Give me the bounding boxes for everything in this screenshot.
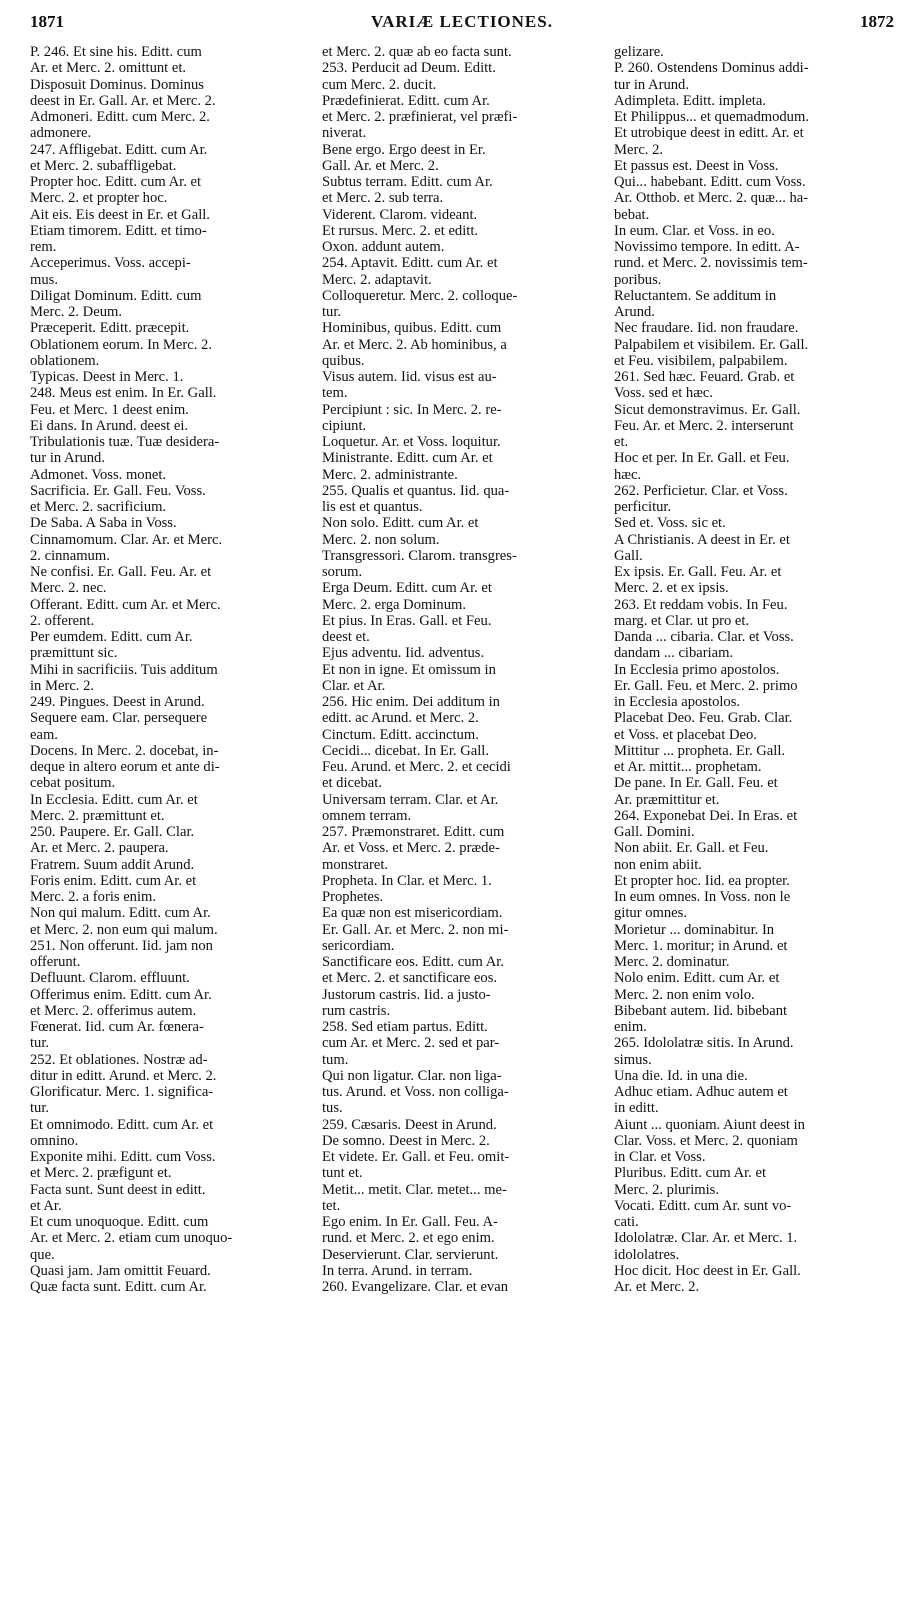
right-column-number: 1872 (860, 12, 894, 31)
text-line: De Saba. A Saba in Voss. (30, 515, 177, 532)
text-line: Etiam timorem. Editt. et timo- (30, 222, 207, 239)
text-line: Hominibus, quibus. Editt. cum (322, 320, 502, 337)
text-line: lis est et quantus. (322, 499, 423, 515)
text-line: Justorum castris. Iid. a justo- (322, 986, 491, 1003)
text-line: in Ecclesia apostolos. (614, 694, 741, 710)
text-line: Bene ergo. Ergo deest in Er. (322, 141, 486, 158)
text-line: Universam terram. Clar. et Ar. (322, 791, 499, 808)
column-3 (614, 44, 892, 1295)
text-line: rem. (30, 239, 57, 255)
text-line: et Merc. 2. non eum qui malum. (30, 921, 218, 938)
text-line: Ar. et Merc. 2. omittunt et. (30, 60, 187, 77)
text-line: 250. Paupere. Er. Gall. Clar. (30, 824, 195, 840)
text-line: non enim abiit. (614, 856, 702, 873)
text-line: Merc. 2. plurimis. (614, 1181, 719, 1198)
text-line: tem. (322, 385, 348, 402)
text-line: Loquetur. Ar. et Voss. loquitur. (322, 434, 501, 450)
text-line: Ar. et Merc. 2. Ab hominibus, a (322, 336, 507, 353)
text-line: Idololatræ. Clar. Ar. et Merc. 1. (614, 1230, 798, 1247)
text-line: Metit... metit. Clar. metet... me- (322, 1181, 507, 1198)
text-line: et Merc. 2. sacrificium. (30, 499, 167, 515)
text-line: Non solo. Editt. cum Ar. et (322, 515, 479, 532)
text-line: Docens. In Merc. 2. docebat, in- (30, 742, 219, 759)
text-line: Visus autem. Iid. visus est au- (322, 369, 497, 385)
text-line: Merc. 2. et ex ipsis. (614, 580, 729, 597)
text-line: et Merc. 2. subaffligebat. (30, 157, 177, 174)
text-columns (30, 44, 892, 1564)
text-line: Ejus adventu. Iid. adventus. (322, 645, 485, 662)
text-line: Qui... habebant. Editt. cum Voss. (614, 174, 806, 190)
text-line: A Christianis. A deest in Er. et (614, 531, 790, 548)
text-line: Hoc et per. In Er. Gall. et Feu. (614, 450, 790, 467)
text-line: tet. (322, 1197, 341, 1214)
text-line: Quasi jam. Jam omittit Feuard. (30, 1262, 211, 1279)
text-line: rund. et Merc. 2. novissimis tem- (614, 255, 808, 272)
text-line: Mihi in sacrificiis. Tuis additum (30, 661, 218, 678)
text-line: 263. Et reddam vobis. In Feu. (614, 596, 788, 613)
text-line: De somno. Deest in Merc. 2. (322, 1132, 490, 1149)
text-line: Mittitur ... propheta. Er. Gall. (614, 742, 786, 759)
text-line: Propheta. In Clar. et Merc. 1. (322, 872, 492, 889)
text-line: Offerimus enim. Editt. cum Ar. (30, 986, 212, 1003)
text-line: Voss. sed et hæc. (614, 385, 714, 402)
text-line: Et videte. Er. Gall. et Feu. omit- (322, 1149, 510, 1165)
text-line: Merc. 2. nec. (30, 580, 107, 597)
text-line: simus. (614, 1051, 652, 1068)
text-line: offerunt. (30, 954, 81, 970)
text-line: Et rursus. Merc. 2. et editt. (322, 222, 479, 239)
text-line: Cecidi... dicebat. In Er. Gall. (322, 742, 489, 759)
text-line: Diligat Dominum. Editt. cum (30, 287, 202, 304)
text-line: omnem terram. (322, 807, 412, 824)
text-line: tunt et. (322, 1165, 363, 1182)
text-line: Vocati. Editt. cum Ar. sunt vo- (614, 1197, 792, 1214)
column-1 (30, 44, 308, 1295)
text-line: Deservierunt. Clar. servierunt. (322, 1246, 499, 1263)
text-line: Offerant. Editt. cum Ar. et Merc. (30, 596, 221, 613)
text-line: et Voss. et placebat Deo. (614, 726, 757, 743)
text-line: Et passus est. Deest in Voss. (614, 157, 779, 174)
text-line: Exponite mihi. Editt. cum Voss. (30, 1149, 216, 1165)
text-line: Ar. et Merc. 2. etiam cum unoquo- (30, 1230, 233, 1247)
text-line: sericordiam. (322, 937, 395, 954)
text-line: 254. Aptavit. Editt. cum Ar. et (322, 255, 498, 272)
text-line: In eum omnes. In Voss. non le (614, 889, 791, 905)
text-line: Et pius. In Eras. Gall. et Feu. (322, 612, 492, 629)
text-line: Sicut demonstravimus. Er. Gall. (614, 401, 801, 418)
text-line: Merc. 2. et propter hoc. (30, 190, 168, 207)
text-line: et Ar. mittit... prophetam. (614, 759, 762, 775)
text-line: In terra. Arund. in terram. (322, 1262, 473, 1279)
text-line: Gall. Domini. (614, 824, 695, 840)
text-line: et Merc. 2. et sanctificare eos. (322, 970, 498, 987)
text-line: Cinctum. Editt. accinctum. (322, 726, 479, 743)
text-line: Ne confisi. Er. Gall. Feu. Ar. et (30, 564, 212, 580)
text-line: tur in Arund. (30, 450, 105, 467)
text-line: Sanctificare eos. Editt. cum Ar. (322, 954, 504, 970)
text-line: sorum. (322, 564, 363, 580)
text-line: marg. et Clar. ut pro et. (614, 612, 750, 629)
text-line: Merc. 2. a foris enim. (30, 889, 157, 905)
text-line: Una die. Id. in una die. (614, 1067, 748, 1084)
text-line: 256. Hic enim. Dei additum in (322, 694, 500, 710)
text-line: 2. offerent. (30, 612, 95, 629)
text-line: Et Philippus... et quemadmodum. (614, 109, 809, 125)
text-line: Et utrobique deest in editt. Ar. et (614, 125, 804, 142)
text-line: 262. Perficietur. Clar. et Voss. (614, 482, 788, 499)
text-line: Et non in igne. Et omissum in (322, 661, 496, 678)
text-line: oblationem. (30, 352, 100, 369)
text-line: Hoc dicit. Hoc deest in Er. Gall. (614, 1262, 801, 1279)
text-line: Erga Deum. Editt. cum Ar. et (322, 580, 492, 597)
column-2 (322, 44, 600, 1295)
text-line: in Merc. 2. (30, 677, 95, 694)
text-line: 251. Non offerunt. Iid. jam non (30, 937, 213, 954)
text-line: cum Ar. et Merc. 2. sed et par- (322, 1035, 500, 1052)
text-line: Gall. (614, 547, 643, 564)
running-title: VARIÆ LECTIONES. (371, 12, 553, 31)
text-line: Merc. 2. administrante. (322, 466, 458, 483)
text-line: Sequere eam. Clar. persequere (30, 710, 208, 727)
text-line: et Merc. 2. sub terra. (322, 190, 444, 207)
text-line: admonere. (30, 125, 92, 142)
text-line: editt. ac Arund. et Merc. 2. (322, 710, 479, 727)
text-line: idololatres. (614, 1246, 680, 1263)
text-line: Reluctantem. Se additum in (614, 287, 777, 304)
text-line: Per eumdem. Editt. cum Ar. (30, 629, 193, 645)
text-line: hæc. (614, 466, 642, 483)
text-line: et Ar. (30, 1197, 62, 1214)
text-line: Bibebant autem. Iid. bibebant (614, 1002, 788, 1019)
text-line: 255. Qualis et quantus. Iid. qua- (322, 482, 510, 499)
text-line: Facta sunt. Sunt deest in editt. (30, 1181, 206, 1198)
text-line: bebat. (614, 206, 650, 223)
text-line: tur. (30, 1035, 50, 1052)
text-line: Prædefinierat. Editt. cum Ar. (322, 92, 490, 109)
text-line: 258. Sed etiam partus. Editt. (322, 1019, 488, 1035)
text-line: et Feu. visibilem, palpabilem. (614, 352, 788, 369)
text-line: 2. cinnamum. (30, 547, 110, 564)
text-line: dandam ... cibariam. (614, 645, 734, 662)
text-line: 257. Præmonstraret. Editt. cum (322, 824, 505, 840)
text-line: Merc. 2. præmittunt et. (30, 807, 165, 824)
text-line: Feu. Arund. et Merc. 2. et cecidi (322, 759, 511, 775)
text-line: cati. (614, 1214, 639, 1230)
text-line: Clar. et Ar. (322, 677, 386, 694)
text-line: et Merc. 2. præfigunt et. (30, 1165, 172, 1182)
text-line: Typicas. Deest in Merc. 1. (30, 369, 184, 385)
text-line: Et propter hoc. Iid. ea propter. (614, 872, 790, 889)
text-line: deest in Er. Gall. Ar. et Merc. 2. (30, 92, 216, 109)
text-line: Nec fraudare. Iid. non fraudare. (614, 320, 799, 337)
text-line: Admonet. Voss. monet. (30, 466, 167, 483)
text-line: Ea quæ non est misericordiam. (322, 905, 503, 922)
text-line: cebat positum. (30, 775, 116, 792)
text-line: Colloqueretur. Merc. 2. colloque- (322, 287, 518, 304)
text-line: Sacrificia. Er. Gall. Feu. Voss. (30, 482, 206, 499)
text-line: Morietur ... dominabitur. In (614, 921, 775, 938)
text-line: quibus. (322, 352, 365, 369)
text-line: Ex ipsis. Er. Gall. Feu. Ar. et (614, 564, 782, 580)
text-line: Merc. 2. non solum. (322, 531, 440, 548)
text-line: in Clar. et Voss. (614, 1149, 706, 1165)
text-line: 253. Perducit ad Deum. Editt. (322, 60, 496, 77)
text-line: P. 260. Ostendens Dominus addi- (614, 60, 809, 77)
text-line: 261. Sed hæc. Feuard. Grab. et (614, 369, 795, 385)
text-line: Pluribus. Editt. cum Ar. et (614, 1165, 767, 1182)
text-line: gelizare. (614, 44, 664, 60)
text-line: Et cum unoquoque. Editt. cum (30, 1214, 209, 1230)
text-line: Ar. et Voss. et Merc. 2. præde- (322, 840, 500, 857)
text-line: Clar. Voss. et Merc. 2. quoniam (614, 1132, 798, 1149)
text-line: Adhuc etiam. Adhuc autem et (614, 1084, 788, 1100)
text-line: Merc. 2. erga Dominum. (322, 596, 467, 613)
text-line: Subtus terram. Editt. cum Ar. (322, 174, 493, 190)
text-line: Oxon. addunt autem. (322, 239, 445, 255)
text-line: Palpabilem et visibilem. Er. Gall. (614, 336, 809, 353)
text-line: mus. (30, 271, 58, 288)
text-line: De pane. In Er. Gall. Feu. et (614, 775, 778, 792)
text-line: 249. Pingues. Deest in Arund. (30, 694, 205, 710)
text-line: cipiunt. (322, 417, 367, 434)
text-line: In Ecclesia. Editt. cum Ar. et (30, 791, 198, 808)
text-line: Admoneri. Editt. cum Merc. 2. (30, 109, 210, 125)
text-line: deque in altero eorum et ante di- (30, 759, 220, 775)
page-header (30, 12, 894, 36)
text-line: Oblationem eorum. In Merc. 2. (30, 336, 212, 353)
text-line: Ministrante. Editt. cum Ar. et (322, 450, 493, 467)
text-line: Merc. 2. Deum. (30, 304, 122, 320)
text-line: Tribulationis tuæ. Tuæ desidera- (30, 434, 220, 450)
text-line: Merc. 2. (614, 141, 664, 158)
left-column-number: 1871 (30, 12, 64, 31)
text-line: Defluunt. Clarom. effluunt. (30, 970, 190, 987)
text-line: Gall. Ar. et Merc. 2. (322, 157, 439, 174)
text-line: Ei dans. In Arund. deest ei. (30, 417, 189, 434)
text-line: perficitur. (614, 499, 672, 515)
text-line: Ar. et Merc. 2. (614, 1279, 700, 1295)
text-line: tur. (30, 1100, 50, 1117)
text-line: Foris enim. Editt. cum Ar. et (30, 872, 197, 889)
text-line: In Ecclesia primo apostolos. (614, 661, 780, 678)
text-line: cum Merc. 2. ducit. (322, 76, 437, 93)
text-line: tus. Arund. et Voss. non colliga- (322, 1084, 509, 1100)
text-line: Qui non ligatur. Clar. non liga- (322, 1067, 502, 1084)
text-line: que. (30, 1246, 55, 1263)
text-line: et Merc. 2. præfinierat, vel præfi- (322, 109, 518, 125)
text-line: Danda ... cibaria. Clar. et Voss. (614, 629, 794, 645)
text-line: Et omnimodo. Editt. cum Ar. et (30, 1116, 214, 1133)
text-line: Arund. (614, 304, 655, 320)
text-line: tur in Arund. (614, 76, 689, 93)
text-line: Prophetes. (322, 889, 384, 905)
text-line: 248. Meus est enim. In Er. Gall. (30, 385, 217, 402)
text-line: Placebat Deo. Feu. Grab. Clar. (614, 710, 793, 727)
text-line: et Merc. 2. offerimus autem. (30, 1002, 197, 1019)
text-line: et dicebat. (322, 775, 382, 792)
text-line: poribus. (614, 271, 662, 288)
text-line: Ar. præmittitur et. (614, 791, 720, 808)
text-line: tum. (322, 1051, 349, 1068)
text-line: Non abiit. Er. Gall. et Feu. (614, 840, 769, 857)
text-line: Ar. Otthob. et Merc. 2. quæ... ha- (614, 190, 809, 207)
text-line: Merc. 2. dominatur. (614, 954, 730, 970)
text-line: rund. et Merc. 2. et ego enim. (322, 1230, 495, 1247)
text-line: 259. Cæsaris. Deest in Arund. (322, 1116, 497, 1133)
text-line: tus. (322, 1100, 343, 1117)
text-line: Er. Gall. Ar. et Merc. 2. non mi- (322, 921, 509, 938)
text-line: Aiunt ... quoniam. Aiunt deest in (614, 1116, 805, 1133)
text-line: 264. Exponebat Dei. In Eras. et (614, 807, 798, 824)
text-line: Ar. et Merc. 2. paupera. (30, 840, 169, 857)
text-line: deest et. (322, 629, 370, 645)
text-line: P. 246. Et sine his. Editt. cum (30, 44, 202, 60)
text-line: Er. Gall. Feu. et Merc. 2. primo (614, 677, 798, 694)
text-line: Transgressori. Clarom. transgres- (322, 547, 517, 564)
text-line: Disposuit Dominus. Dominus (30, 76, 204, 93)
text-line: Quæ facta sunt. Editt. cum Ar. (30, 1279, 207, 1295)
text-line: Sed et. Voss. sic et. (614, 515, 726, 532)
text-line: in editt. (614, 1100, 659, 1117)
text-line: et Merc. 2. quæ ab eo facta sunt. (322, 44, 512, 60)
text-line: Cinnamomum. Clar. Ar. et Merc. (30, 531, 223, 548)
text-line: tur. (322, 304, 342, 320)
text-line: ditur in editt. Arund. et Merc. 2. (30, 1067, 217, 1084)
text-line: gitur omnes. (614, 905, 687, 922)
text-line: 265. Idololatræ sitis. In Arund. (614, 1035, 794, 1052)
text-line: Ego enim. In Er. Gall. Feu. A- (322, 1214, 498, 1230)
text-line: 247. Affligebat. Editt. cum Ar. (30, 141, 208, 158)
text-line: omnino. (30, 1132, 79, 1149)
text-line: Fœnerat. Iid. cum Ar. fœnera- (30, 1019, 204, 1035)
text-line: eam. (30, 726, 58, 743)
text-line: monstraret. (322, 856, 389, 873)
text-line: Merc. 2. non enim volo. (614, 986, 755, 1003)
text-line: Merc. 1. moritur; in Arund. et (614, 937, 788, 954)
text-line: Nolo enim. Editt. cum Ar. et (614, 970, 780, 987)
text-line: 252. Et oblationes. Nostræ ad- (30, 1051, 208, 1068)
text-line: Præceperit. Editt. præcepit. (30, 320, 190, 337)
text-line: Glorificatur. Merc. 1. significa- (30, 1084, 214, 1100)
text-line: Adimpleta. Editt. impleta. (614, 92, 766, 109)
text-line: Feu. Ar. et Merc. 2. interserunt (614, 417, 794, 434)
text-line: Merc. 2. adaptavit. (322, 271, 432, 288)
text-line: Fratrem. Suum addit Arund. (30, 856, 195, 873)
text-line: In eum. Clar. et Voss. in eo. (614, 222, 775, 239)
text-line: 260. Evangelizare. Clar. et evan (322, 1279, 508, 1295)
text-line: Feu. et Merc. 1 deest enim. (30, 401, 189, 418)
text-line: et. (614, 434, 629, 450)
text-line: Percipiunt : sic. In Merc. 2. re- (322, 401, 502, 418)
text-line: rum castris. (322, 1002, 391, 1019)
text-line: Acceperimus. Voss. accepi- (30, 255, 191, 272)
text-line: præmittunt sic. (30, 645, 118, 662)
text-line: Viderent. Clarom. videant. (322, 206, 478, 223)
text-line: Non qui malum. Editt. cum Ar. (30, 905, 211, 922)
text-line: enim. (614, 1019, 647, 1035)
text-line: Ait eis. Eis deest in Er. et Gall. (30, 206, 210, 223)
text-line: Novissimo tempore. In editt. A- (614, 239, 800, 255)
text-line: Propter hoc. Editt. cum Ar. et (30, 174, 202, 190)
text-line: niverat. (322, 125, 367, 142)
